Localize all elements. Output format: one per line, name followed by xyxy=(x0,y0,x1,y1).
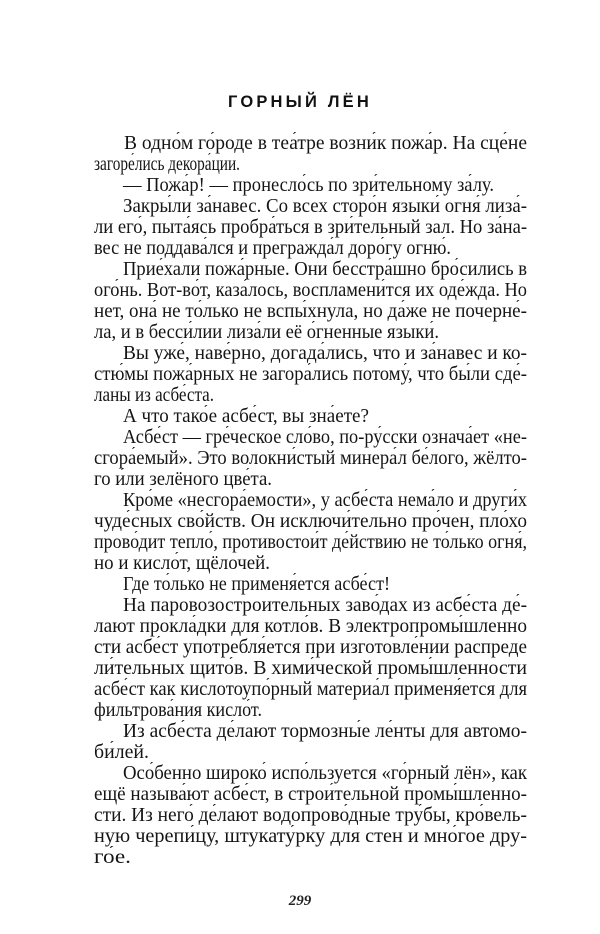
text-line: ную черепи́цу, штукату́рку для стен и мно́гое дру- xyxy=(94,826,527,847)
text-line: би́лей. xyxy=(94,742,150,763)
text-line: вес не поддава́лся и прегражда́л доро́гу огню́. xyxy=(94,238,451,259)
text-line: Где то́лько не применя́ется асбе́ст! xyxy=(123,574,391,595)
text-line: сгора́емый». Это волокни́стый минера́л бе́лого, жёлто- xyxy=(94,448,528,469)
text-line: ла, и в бесси́лии лиза́ли её о́гненные языки́. xyxy=(94,322,440,343)
text-line: А что тако́е асбе́ст, вы зна́ете? xyxy=(123,406,369,427)
text-line: Асбе́ст — гре́ческое сло́во, по-ру́сски означа́ет «не- xyxy=(123,427,527,448)
text-line: ещё называ́ют асбе́ст, в строи́тельной промы́шленно- xyxy=(94,784,528,805)
text-line: прово́дит тепло́, противостои́т де́йствию не то́лько огня́, xyxy=(94,532,528,553)
text-line: но и кисло́т, щёлочей. xyxy=(94,553,270,574)
text-line: ого́нь. Вот-во́т, каза́лось, воспламени́тся их оде́жда. Но xyxy=(94,280,528,301)
text-line: Закры́ли за́навес. Со всех сторо́н языки́ огня́ лиза́- xyxy=(123,196,528,217)
text-line: Прие́хали пожа́рные. Они бесстра́шно бро́сились в xyxy=(123,259,527,280)
text-line: — Пожа́р! — пронесло́сь по зри́тельному за́лу. xyxy=(123,175,494,196)
text-line: ли его́, пыта́ясь пробра́ться в зри́тельный зал. Но за́на- xyxy=(94,217,528,238)
text-line: го́е. xyxy=(94,847,132,868)
text-line: фильтрова́ния кисло́т. xyxy=(94,700,262,721)
text-line: Кро́ме «несгора́емости», у асбе́ста нема́ло и други́х xyxy=(123,490,528,511)
text-line: стю́мы пожа́рных не загора́лись потому́, что бы́ли сде́- xyxy=(94,364,528,385)
text-line: Осо́бенно широко́ испо́льзуется «го́рный лён», как xyxy=(123,763,527,784)
text-line: ланы из асбе́ста. xyxy=(94,385,214,406)
text-line: ли́тельных щито́в. В хими́ческой промы́шленности xyxy=(94,658,527,679)
text-line: сти. Из него́ де́лают водопрово́дные тру́бы, кро́вель- xyxy=(94,805,527,826)
text-line: В одно́м го́роде в теа́тре возни́к пожа́р. На сце́не xyxy=(124,133,528,154)
text-line: чуде́сных сво́йств. Он исключи́тельно про́чен, пло́хо xyxy=(94,511,528,532)
text-line: На паровозостроительных заво́дах из асбе́ста де́- xyxy=(123,595,528,616)
text-line: Из асбе́ста де́лают тормозны́е ле́нты для автомо- xyxy=(123,721,527,742)
chapter-title: ГОРНЫЙ ЛЁН xyxy=(227,93,373,111)
text-line: сти асбе́ст употребля́ется при изготовле́нии распреде xyxy=(94,637,527,658)
text-line: нет, она́ не то́лько не вспы́хнула, но да́же не почерне́- xyxy=(94,301,527,322)
text-line: загоре́лись декора́ции. xyxy=(94,154,240,175)
text-line: асбе́ст как кислотоупо́рный материа́л применя́ется для xyxy=(94,679,527,700)
text-line: Вы уже́, наве́рно, догада́лись, что и за́навес и ко- xyxy=(123,343,528,364)
page-number: 299 xyxy=(288,893,312,909)
text-line: лают прокла́дки для котло́в. В электропромы́шленно xyxy=(94,616,528,637)
text-line: го и́ли зелёного цве́та. xyxy=(94,469,272,490)
